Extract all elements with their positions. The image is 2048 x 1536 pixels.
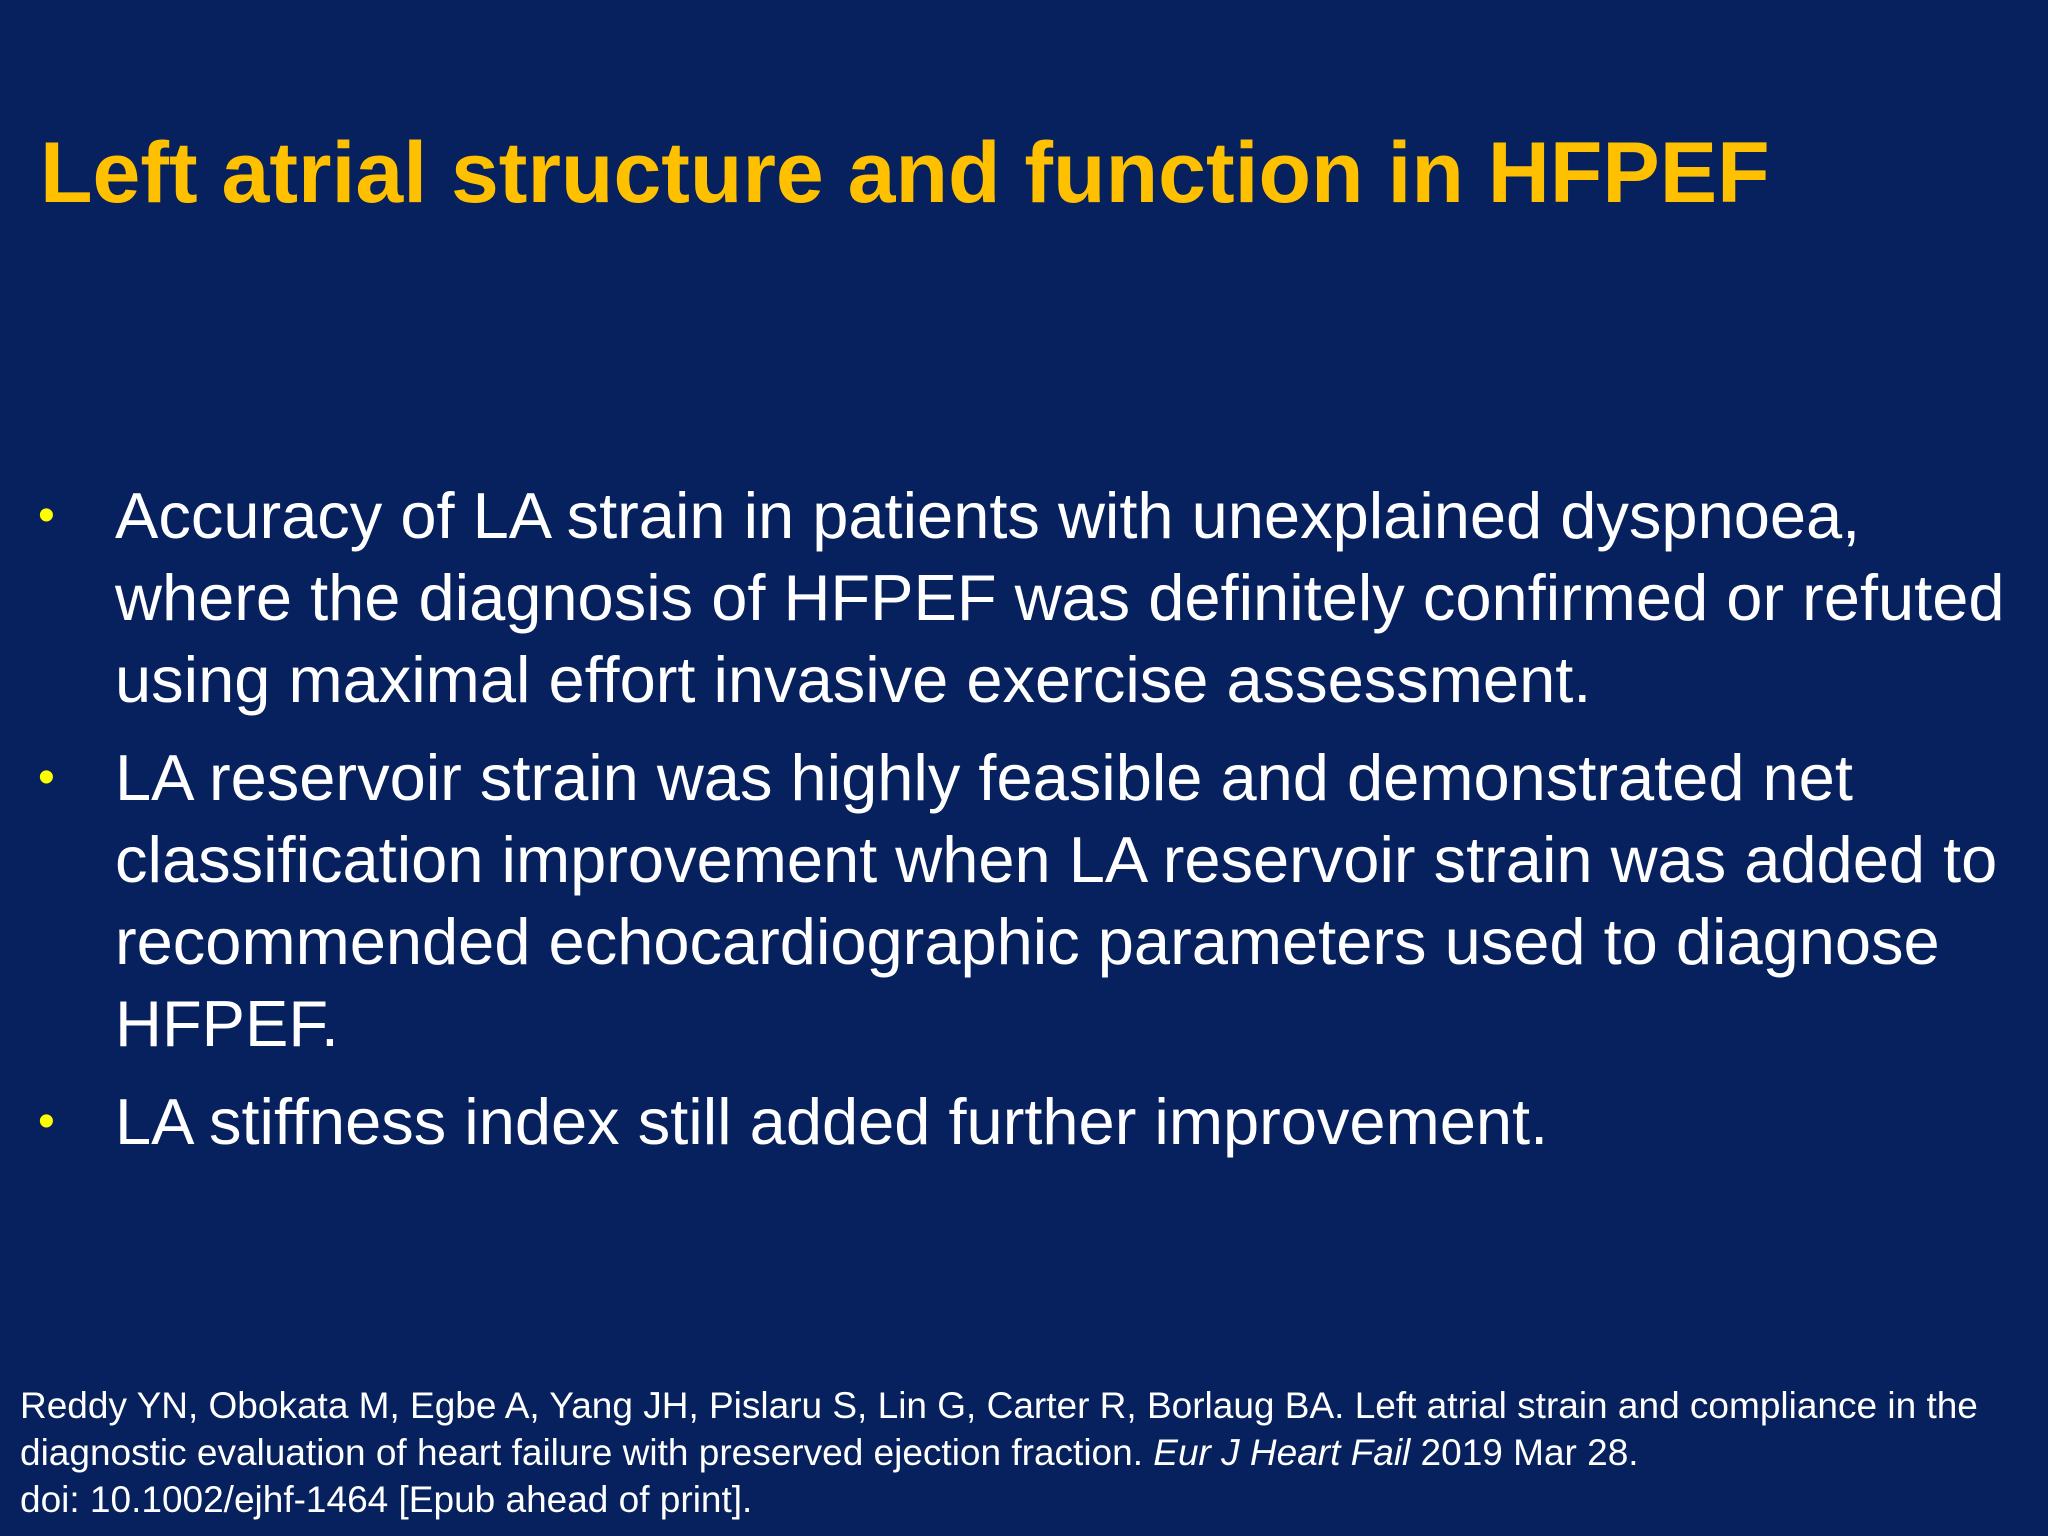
bullet-text: Accuracy of LA strain in patients with unexplained dyspnoea, where the diagnosis of HFPEF was definitely confirmed or refuted using maximal effort invasive exercise assessment. [115, 479, 2005, 716]
citation-authors-title: Reddy YN, Obokata M, Egbe A, Yang JH, Pislaru S, Lin G, Carter R, Borlaug BA. Left atrial strain and compliance in the diagnostic evaluation of heart failure with preserved ejection fraction. [20, 1385, 1978, 1473]
bullet-item-accuracy [30, 475, 2020, 721]
citation-journal: Eur J Heart Fail [1153, 1432, 1411, 1473]
bullet-dot-icon: • [38, 489, 55, 542]
bullet-list [30, 475, 2020, 1179]
bullet-text: LA stiffness index still added further improvement. [115, 1085, 1549, 1158]
bullet-dot-icon: • [38, 751, 55, 804]
bullet-item-reservoir-strain [30, 737, 2020, 1065]
slide-title: Left atrial structure and function in HFPEF [40, 125, 1770, 221]
bullet-item-stiffness-index [30, 1081, 2020, 1163]
bullet-dot-icon: • [38, 1095, 55, 1148]
citation-date: 2019 Mar 28. [1410, 1432, 1639, 1473]
citation-doi: doi: 10.1002/ejhf-1464 [Epub ahead of print]. [20, 1479, 753, 1520]
bullet-text: LA reservoir strain was highly feasible and demonstrated net classification improvement when LA reservoir strain was added to recommended echocardiographic parameters used to diagnose HFPEF. [115, 741, 1998, 1060]
reference-citation [20, 1382, 2030, 1523]
